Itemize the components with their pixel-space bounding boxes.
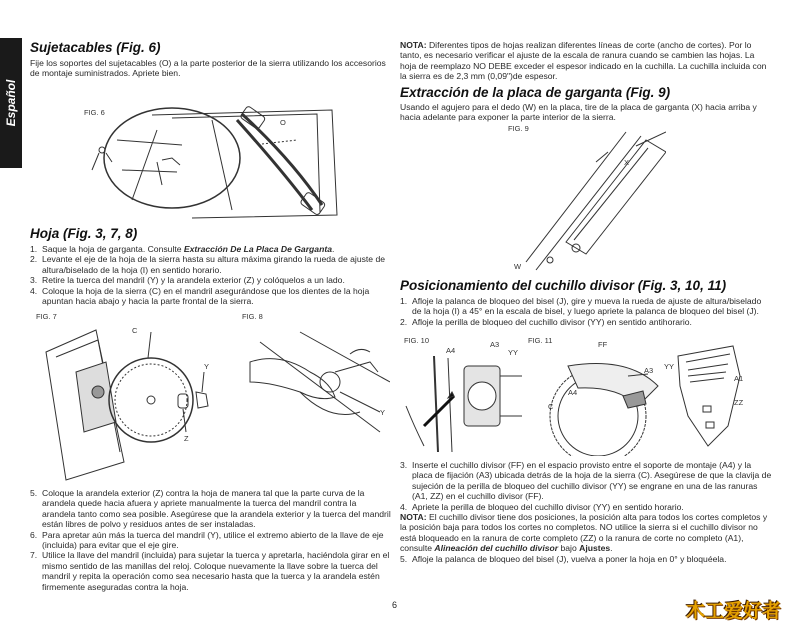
note-text: Diferentes tipos de hojas realizan diferentes líneas de corte (ancho de cortes). Por lo tanto, es necesario verificar el ajuste de la escala de ranura cuando se cambien las hojas. La hoja de reemplazo NO DEBE exceder el espesor indicado en la cuchilla. La cuchilla incluida con la sierra es de 2,3 mm (0,09")de espesor.	[400, 40, 767, 82]
fig6-illustration	[62, 100, 362, 220]
section-reference: Ajustes	[579, 543, 611, 554]
right-column	[400, 40, 772, 122]
list-number: 2.	[30, 254, 38, 265]
note-label: NOTA:	[400, 40, 427, 50]
list-item	[400, 502, 772, 512]
list-number: 5.	[400, 553, 408, 564]
fig10-callout-yy: YY	[508, 348, 519, 357]
fig9-callout-x: X	[624, 158, 630, 167]
list-item	[30, 254, 392, 275]
note-label: NOTA:	[400, 512, 427, 523]
cable-holder-text: Fije los soportes del sujetacables (O) a la parte posterior de la sierra utilizando los accesorios de montaje suministrados. Apriete bien.	[30, 58, 386, 79]
list-text: Afloje la palanca de bloqueo del bisel (J), vuelva a poner la hoja en 0° y bloquéela.	[412, 553, 727, 564]
list-number: 1.	[30, 244, 38, 254]
riving-knife-steps-1-2	[400, 296, 772, 327]
list-number: 6.	[30, 529, 38, 540]
blade-width-note	[400, 40, 772, 82]
list-number: 4.	[400, 501, 408, 512]
blade-steps-1-4	[30, 244, 392, 306]
fig9-callout-w: W	[514, 262, 522, 271]
figure-11	[528, 336, 768, 456]
list-item	[400, 296, 772, 317]
list-number: 4.	[30, 285, 38, 296]
fig7-callout-y: Y	[204, 362, 210, 371]
section-title-cable-holder: Sujetacables (Fig. 6)	[30, 40, 161, 55]
watermark-logo-text: 木工爱好者	[686, 600, 782, 622]
list-text: Inserte el cuchillo divisor (FF) en el espacio provisto entre el soporte de montaje (A4) y la placa de fijación (A3) ubicada detrás de la hoja de la sierra (C). Asegúrese de que la clavija de sujeción de la perilla de bloqueo del cuchillo divisor (YY) se engrane en una de las ranuras (A1, ZZ) en el cuchillo divisor (FF).	[412, 460, 772, 502]
list-item	[400, 460, 772, 502]
watermark-logo	[682, 594, 796, 622]
fig8-label: FIG. 8	[242, 312, 263, 321]
blade-steps-list	[30, 488, 392, 592]
list-item	[30, 530, 392, 551]
fig7-callout-c: C	[132, 326, 138, 335]
list-item	[30, 550, 392, 592]
list-text: Afloje la palanca de bloqueo del bisel (J), gire y mueva la rueda de ajuste de altura/biselado de la hoja (I) a 45° en la escala de bisel, y luego apriete la palanca de bloqueo del bisel (J).	[412, 296, 762, 317]
fig8-illustration	[240, 312, 390, 472]
list-text: Saque la hoja de garganta. Consulte	[42, 244, 184, 254]
riving-knife-section	[400, 278, 772, 327]
list-number: 2.	[400, 316, 408, 327]
list-text: Utilice la llave del mandril (incluida) para sujetar la tuerca y apretarla, haciéndola girar en el mismo sentido de las manillas del reloj. Coloque nuevamente la llave sobre la tuerca del mandril y repita la operación como sea necesario hasta que la tuerca y la arandela estén firmemente aseguradas contra la hoja.	[42, 550, 390, 592]
blade-section	[30, 226, 392, 306]
figure-8	[240, 312, 390, 472]
fig11-illustration	[528, 336, 768, 456]
section-title-blade: Hoja (Fig. 3, 7, 8)	[30, 226, 138, 241]
list-text: Coloque la hoja de la sierra (C) en el mandril asegurándose que los dientes de la hoja apuntan hacia abajo y hacia la parte frontal de la sierra.	[42, 285, 370, 307]
list-text: Levante el eje de la hoja de la sierra hasta su altura máxima girando la rueda de ajuste de altura/biselado de la hoja (I) en sentido horario.	[42, 254, 386, 275]
page-number: 6	[392, 600, 398, 610]
section-title-throat-plate: Extracción de la placa de garganta (Fig. 9)	[400, 84, 671, 100]
list-text: Para apretar aún más la tuerca del mandril (Y), utilice el extremo abierto de la llave de eje (incluida) para evitar que el eje gire.	[42, 529, 384, 551]
list-item	[30, 275, 392, 285]
list-item	[30, 244, 392, 254]
fig9-illustration	[506, 122, 666, 272]
fig11-callout-yy: YY	[664, 362, 675, 371]
note-text-mid: bajo	[558, 543, 580, 554]
list-text-end: .	[331, 244, 335, 254]
list-text: Retire la tuerca del mandril (Y) y la arandela exterior (Z) y colóquelos a un lado.	[42, 275, 345, 286]
fig11-callout-c: C	[548, 402, 554, 411]
fig11-callout-ff: FF	[598, 340, 608, 349]
fig11-label: FIG. 11	[528, 336, 553, 345]
fig11-callout-a4: A4	[568, 388, 578, 397]
fig10-label: FIG. 10	[404, 336, 430, 345]
fig8-callout-y: Y	[380, 408, 386, 417]
fig6-label: FIG. 6	[84, 108, 105, 117]
list-item	[30, 488, 392, 530]
list-number: 5.	[30, 488, 38, 498]
section-title-riving-knife: Posicionamiento del cuchillo divisor (Fig. 3, 10, 11)	[400, 278, 727, 293]
list-text: Coloque la arandela exterior (Z) contra la hoja de manera tal que la parte curva de la arandela quede hacia afuera y apriete manualmente la tuerca del mandril contra la arandela tanto como sea posible. Asegúrese que la arandela exterior y la tuerca del mandril están libres de polvo y residuos antes de ser instaladas.	[42, 488, 391, 530]
figure-10	[404, 336, 522, 452]
fig11-callout-zz: ZZ	[734, 398, 744, 407]
figure-9	[506, 122, 666, 272]
note-text: El cuchillo divisor tiene dos posiciones, la posición alta para todos los cortes completos y la posición baja para todos los cortes no completos. NO utilice la sierra si el cuchillo divisor no está bloqueado en la ranura de corte completo (ZZ) o la ranura de corte no completo (A1), consulte	[400, 512, 768, 554]
list-text: Apriete la perilla de bloqueo del cuchillo divisor (YY) en sentido horario.	[412, 501, 684, 512]
list-item	[400, 317, 772, 327]
language-tab-label: Español	[4, 79, 18, 127]
blade-steps-5-7	[30, 488, 392, 592]
list-number: 1.	[400, 296, 408, 306]
fig11-callout-a3: A3	[644, 366, 654, 375]
list-number: 3.	[30, 275, 38, 286]
fig10-callout-a3: A3	[490, 340, 500, 349]
list-item	[30, 286, 392, 307]
riving-knife-steps-3-5	[400, 460, 772, 564]
riving-knife-steps-list	[400, 460, 772, 512]
cross-reference: Alineación del cuchillo divisor	[434, 543, 559, 554]
language-tab	[0, 38, 22, 168]
list-item	[400, 554, 772, 564]
list-number: 3.	[400, 460, 408, 470]
riving-knife-note	[400, 512, 772, 554]
list-number: 7.	[30, 550, 38, 561]
figure-7	[36, 312, 236, 482]
note-text-end: .	[610, 543, 613, 554]
fig7-label: FIG. 7	[36, 312, 57, 321]
fig10-callout-a4: A4	[446, 346, 456, 355]
fig7-callout-z: Z	[184, 434, 189, 443]
left-column	[30, 40, 390, 79]
cross-reference: Extracción De La Placa De Garganta	[183, 244, 332, 254]
fig9-label: FIG. 9	[508, 124, 529, 133]
list-text: Afloje la perilla de bloqueo del cuchillo divisor (YY) en sentido antihorario.	[412, 316, 692, 327]
fig7-illustration	[36, 312, 236, 482]
fig11-callout-a1: A1	[734, 374, 744, 383]
fig10-illustration	[404, 336, 522, 452]
riving-knife-step-5	[400, 554, 772, 564]
fig6-callout-o: O	[280, 118, 286, 127]
figure-6	[62, 100, 362, 220]
throat-plate-text: Usando el agujero para el dedo (W) en la placa, tire de la placa de garganta (X) hacia arriba y hacia adelante para exponer la parte interior de la sierra.	[400, 101, 757, 123]
